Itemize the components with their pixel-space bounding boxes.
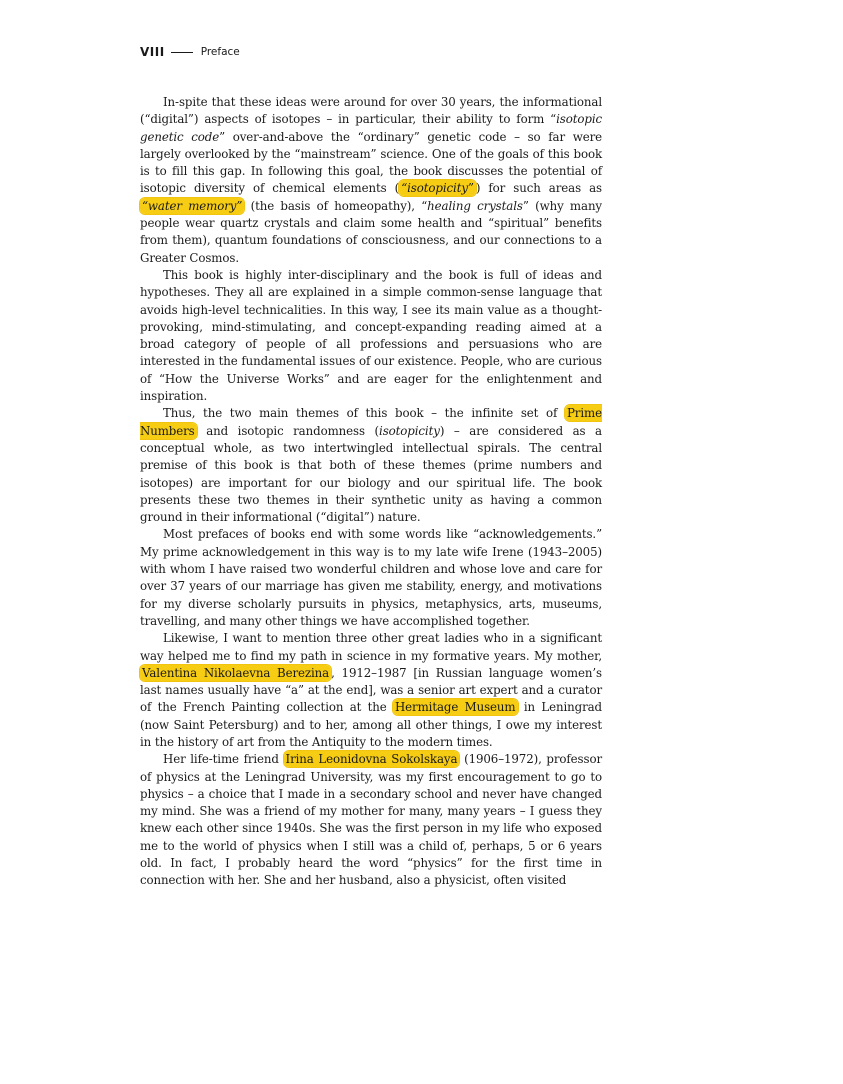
text-run: ) for such areas as xyxy=(475,181,602,196)
text-run: in Leningrad (now Saint Petersburg) and to her, among all other things, I owe my interest in the history of art from the Antiquity to the modern times. xyxy=(140,700,603,749)
highlighted-text: Prime Numbers xyxy=(140,406,602,438)
text-run: ” (why many people wear quartz crystals and claim some health and “spiritual” benefits from them), quantum foundations of consciousness, and our connections to a Greater Cosmos. xyxy=(140,198,602,265)
text-run: ” over-and-above the “ordinary” genetic code – so far were largely overlooked by the “mainstream” science. One of the goals of this book is to fill this gap. In following this goal, the book discusses the potential of isotopic diversity of chemical elements ( xyxy=(140,129,602,196)
text-run: Thus, the two main themes of this book – the infinite set of xyxy=(163,406,565,421)
highlighted-text: Valentina Nikolaevna Berezina xyxy=(142,665,330,680)
paragraph xyxy=(140,526,602,630)
italic-text: isotopicity xyxy=(379,423,440,438)
text-run: Her life-time friend xyxy=(163,752,284,767)
text-run: In-spite that these ideas were around for over 30 years, the informational (“digital”) aspects of isotopes – in particular, their ability to form “ xyxy=(140,95,602,127)
highlighted-text xyxy=(399,180,476,196)
highlighted-text xyxy=(140,198,244,214)
header-rule xyxy=(171,52,193,53)
paragraph xyxy=(140,94,602,267)
highlighted-text: Hermitage Museum xyxy=(394,700,516,715)
text-run: , 1912–1987 [in Russian language women’s last names usually have “a” at the end], was a senior art expert and a curator of the French Painting collection at the xyxy=(140,665,603,715)
text-viewport xyxy=(140,94,603,888)
text-run: This book is highly inter-disciplinary and the book is full of ideas and hypotheses. They all are explained in a simple common-sense language that avoids high-level technicalities. In this way, I see its main value as a thought-provoking, mind-stimulating, and concept-expanding reading aimed at a broad category of people of all professions and persuasions who are interested in the fundamental issues of our existence. People, who are curious of “How the Universe Works” and are eager for the enlightenment and inspiration. xyxy=(140,267,602,404)
highlighted-text: Irina Leonidovna Sokolskaya xyxy=(285,752,458,767)
paragraph xyxy=(140,267,602,405)
text-run: (the basis of homeopathy), “ xyxy=(244,198,428,213)
page-number: VIII xyxy=(140,45,165,59)
paragraph xyxy=(140,405,602,526)
text-run: (1906–1972), professor of physics at the Leningrad University, was my first encouragement to go to physics – a choice that I made in a secondary school and never have changed my mind. She was a friend of my mother for many, many years – I guess they knew each other since 1940s. She was the first person in my life who exposed me to the world of physics when I still was a child of, perhaps, 5 or 6 years old. In fact, I probably heard the word “physics” for the first time in connection with her. She and her husband, also a physicist, often visited xyxy=(140,752,603,888)
italic-text: “water memory” xyxy=(142,198,243,213)
text-run: ) – are considered as a conceptual whole, as two intertwingled intellectual spirals. The central premise of this book is that both of these themes (prime numbers and isotopes) are important for our biology and our spiritual life. The book presents these two themes in their synthetic unity as having a common ground in their informational (“digital”) nature. xyxy=(140,423,602,525)
text-run: Most prefaces of books end with some words like “acknowledgements.” My prime acknowledgement in this way is to my late wife Irene (1943–2005) with whom I have raised two wonderful children and whose love and care for over 37 years of our marriage has given me stability, energy, and motivations for my diverse scholarly pursuits in physics, metaphysics, arts, museums, travelling, and many other things we have accomplished together. xyxy=(140,527,602,628)
italic-text: isotopic genetic code xyxy=(140,112,602,144)
running-header xyxy=(140,44,240,60)
text-run: and isotopic randomness ( xyxy=(196,423,380,438)
italic-text: healing crystals xyxy=(427,198,523,213)
text-run: Likewise, I want to mention three other great ladies who in a significant way helped me to find my path in science in my formative years. My mother, xyxy=(140,631,602,663)
running-title: Preface xyxy=(200,46,240,58)
italic-text: “isotopicity” xyxy=(401,181,474,196)
preface-body xyxy=(140,94,602,890)
paragraph xyxy=(140,751,602,889)
paragraph xyxy=(140,630,602,751)
